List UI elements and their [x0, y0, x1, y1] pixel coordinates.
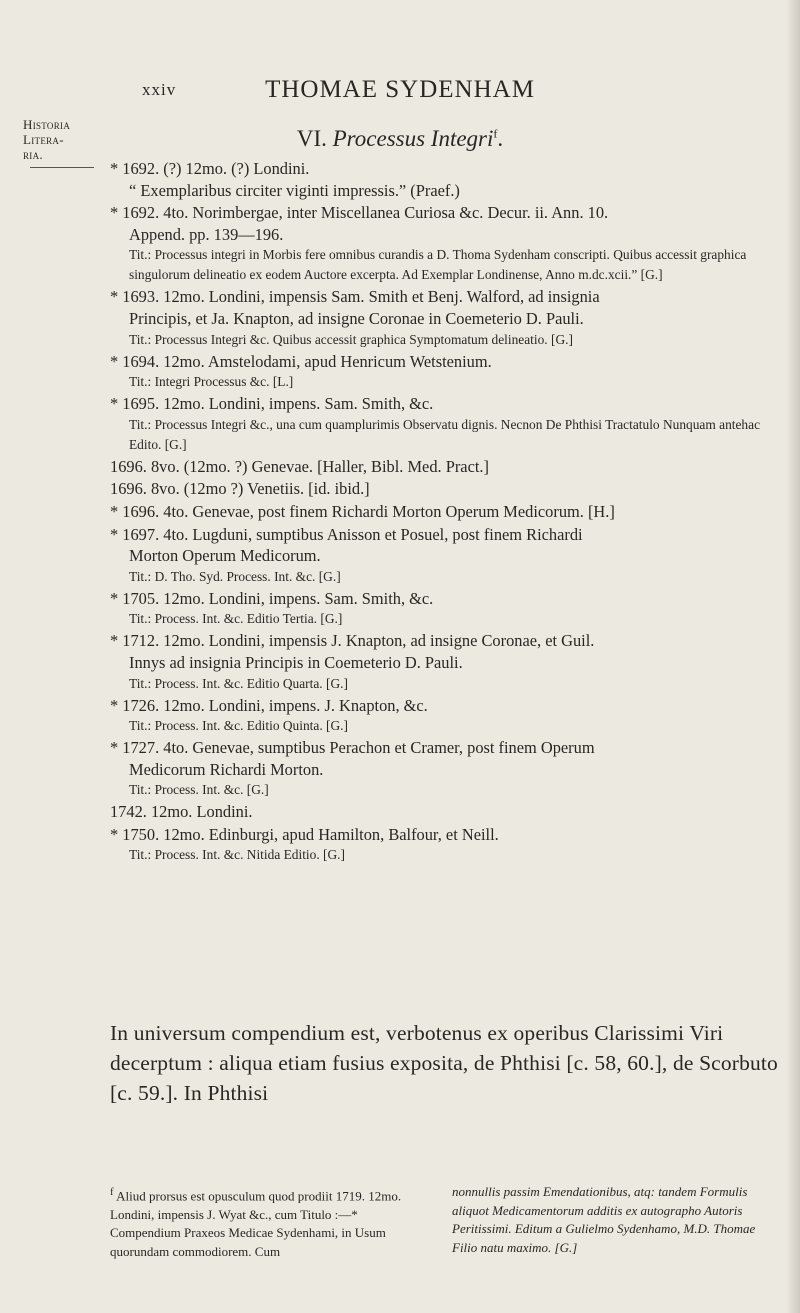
edition-entry [110, 286, 780, 349]
edition-title-note: Tit.: Process. Int. &c. Editio Quarta. [G.] [129, 675, 348, 691]
edition-entry [110, 524, 780, 587]
edition-line: 1742. 12mo. Londini. [110, 802, 253, 822]
margin-note-line: Litera- [23, 132, 64, 147]
edition-continuation: Principis, et Ja. Knapton, ad insigne Coronae in Coemeterio D. Pauli. [129, 308, 584, 328]
footnote-ref: f [493, 126, 498, 141]
edition-title-note: Tit.: Process. Int. &c. Editio Tertia. [G.] [129, 611, 343, 627]
margin-note-line: ria. [23, 147, 43, 162]
footnote-right-column [452, 1183, 769, 1257]
footnote-marker: f [110, 1186, 114, 1198]
edition-continuation: Innys ad insignia Principis in Coemeterio D. Pauli. [129, 652, 463, 672]
margin-note-line: Historia [23, 117, 71, 132]
edition-line: * 1693. 12mo. Londini, impensis Sam. Smith et Benj. Walford, ad insignia [110, 287, 600, 307]
edition-line: 1696. 8vo. (12mo. ?) Genevae. [Haller, Bibl. Med. Pract.] [110, 456, 489, 476]
edition-entry [110, 630, 780, 693]
edition-title-note: Tit.: D. Tho. Syd. Process. Int. &c. [G.] [129, 568, 341, 584]
footnote-left-text: Aliud prorsus est opusculum quod prodiit 1719. 12mo. Londini, impensis J. Wyat &c., cum Titulo :—* Compendium Praxeos Medicae Sydenhami, in Usum quorundam commodiorem. Cum [110, 1188, 402, 1259]
edition-title-note: Tit.: Process. Int. &c. Editio Quinta. [G.] [129, 718, 348, 734]
edition-line: * 1696. 4to. Genevae, post finem Richardi Morton Operum Medicorum. [H.] [110, 501, 615, 521]
edition-title-note: Tit.: Process. Int. &c. Nitida Editio. [G.] [129, 847, 345, 863]
edition-entry [110, 202, 780, 285]
edition-title-note: Tit.: Processus integri in Morbis fere omnibus curandis a D. Thoma Sydenham conscripti. Quibus accessit graphica singulorum delineatio ex eodem Auctore excerpta. Ad Exemplar Londinense, Anno m.dc.xcii.” [G.] [129, 247, 747, 283]
edition-line: * 1695. 12mo. Londini, impens. Sam. Smith, &c. [110, 394, 434, 414]
edition-entry [110, 588, 780, 630]
edition-continuation: Morton Operum Medicorum. [129, 546, 321, 566]
section-title: Processus Integri [332, 126, 494, 151]
edition-line: * 1692. 4to. Norimbergae, inter Miscellanea Curiosa &c. Decur. ii. Ann. 10. [110, 203, 609, 223]
running-title: THOMAE SYDENHAM [265, 76, 535, 103]
edition-entry [110, 158, 780, 201]
edition-entry [110, 501, 780, 523]
edition-line: * 1692. (?) 12mo. (?) Londini. [110, 159, 310, 178]
edition-line: * 1694. 12mo. Amstelodami, apud Henricum Wetstenium. [110, 351, 492, 371]
edition-continuation: Medicorum Richardi Morton. [129, 759, 324, 779]
edition-line: * 1712. 12mo. Londini, impensis J. Knapton, ad insigne Coronae, et Guil. [110, 631, 595, 651]
edition-title-note: Tit.: Integri Processus &c. [L.] [129, 374, 294, 390]
section-number: VI. [296, 126, 327, 151]
edition-entry [110, 737, 780, 800]
edition-list [110, 158, 780, 866]
section-heading: VI. Processus Integri$^f$. [296, 126, 504, 151]
page-edge-shadow [786, 0, 800, 1313]
edition-line: * 1705. 12mo. Londini, impens. Sam. Smith, &c. [110, 588, 434, 608]
edition-entry [110, 456, 780, 478]
edition-line: * 1697. 4to. Lugduni, sumptibus Anisson et Posuel, post finem Richardi [110, 524, 583, 544]
edition-continuation: Append. pp. 139—196. [129, 224, 284, 244]
edition-entry [110, 695, 780, 737]
edition-entry [110, 801, 780, 823]
running-header [0, 76, 800, 108]
page-number: xxiv [142, 80, 177, 99]
edition-title-note: Tit.: Process. Int. &c. [G.] [129, 782, 269, 798]
edition-line: * 1727. 4to. Genevae, sumptibus Perachon et Cramer, post finem Operum [110, 738, 595, 758]
edition-title-note: Tit.: Processus Integri &c., una cum quamplurimis Observatu dignis. Necnon De Phthisi Tractatulo Nunquam antehac Edito. [G.] [129, 416, 761, 452]
body-paragraph: In universum compendium est, verbotenus ex operibus Clarissimi Viri decerptum : aliqua etiam fusius exposita, de Phthisi [c. 58, 60.], de Scorbuto [c. 59.]. In Phthisi [110, 1021, 778, 1105]
footnote-left-column [110, 1183, 427, 1261]
edition-title-note: Tit.: Processus Integri &c. Quibus accessit graphica Symptomatum delineatio. [G.] [129, 331, 573, 347]
edition-entry [110, 824, 780, 866]
edition-line: 1696. 8vo. (12mo ?) Venetiis. [id. ibid.] [110, 479, 370, 499]
footnote-right-text: nonnullis passim Emendationibus, atq: tandem Formulis aliquot Medicamentorum additis ex autographo Autoris Peritissimi. Editum a Gulielmo Sydenhamo, M.D. Thomae Filio natu maximo. [G.] [452, 1184, 756, 1255]
edition-continuation: “ Exemplaribus circiter viginti impressis.” (Praef.) [129, 180, 460, 200]
edition-entry [110, 478, 780, 500]
edition-entry [110, 351, 780, 393]
margin-rule [30, 167, 94, 168]
edition-line: * 1750. 12mo. Edinburgi, apud Hamilton, Balfour, et Neill. [110, 824, 499, 844]
edition-entry [110, 393, 780, 455]
edition-line: * 1726. 12mo. Londini, impens. J. Knapton, &c. [110, 695, 428, 715]
